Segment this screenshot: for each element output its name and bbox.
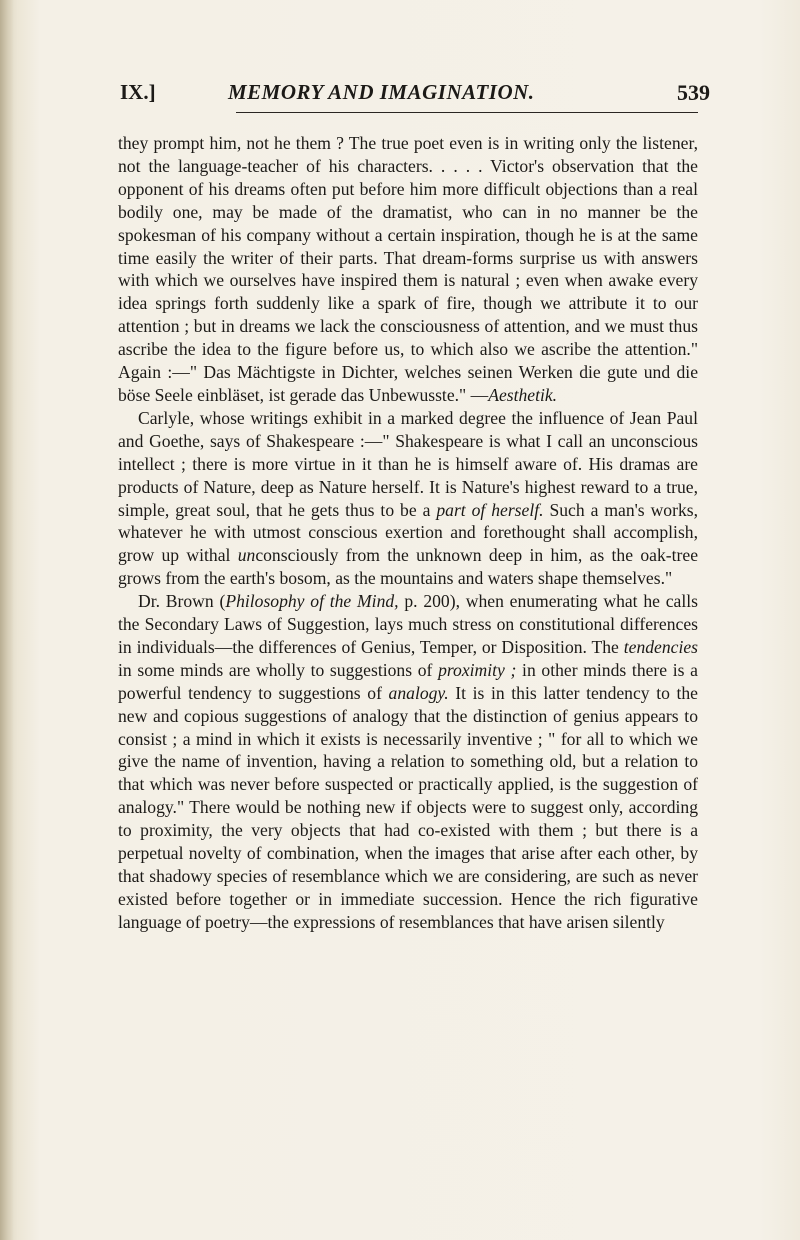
text-segment-italic: analogy.: [388, 682, 449, 703]
paragraph-2: [118, 407, 698, 590]
running-head: [120, 76, 710, 108]
text-segment-italic: part of herself.: [436, 499, 544, 520]
text-segment: they prompt him, not he them ? The true poet even is in writing only the listener, not the language-teacher of his characters. . . . . Victor's observation that the opponent of his dreams often put before him more difficult objections than a real bodily one, may be made of the dramatist, who can in no manner be the spokesman of his company without a certain inspiration, though he is at the same time easily the writer of their parts. That dream-forms surprise us with answers with which we ourselves have inspired them is natural ; even when awake every idea springs forth suddenly like a spark of fire, though we attribute it to our attention ; but in dreams we lack the consciousness of attention, and we must thus ascribe the idea to the figure before us, to which also we ascribe the attention." Again :—" Das Mächtigste in Dichter, welches seinen Werken die gute und die böse Seele einbläset, ist gerade das Unbewusste." —: [118, 133, 698, 405]
page-gutter-shadow: [0, 0, 14, 1240]
body-text: [118, 132, 698, 934]
text-segment: in some minds are wholly to suggestions of: [118, 659, 439, 680]
text-segment: Such a man's works, whatever he with utmost conscious exertion and forethought shall accomplish, grow up withal: [118, 499, 698, 566]
paragraph-3: [118, 590, 698, 934]
text-segment: consciously from the unknown deep in him, as the oak-tree grows from the earth's bosom, as the mountains and waters shape themselves.": [118, 545, 698, 589]
text-segment-italic: un: [237, 545, 256, 566]
text-segment: Carlyle, whose writings exhibit in a marked degree the influence of Jean Paul and Goethe, says of Shakespeare :—" Shakespeare is what I call an unconscious intellect ; there is more virtue in it than he is himself aware of. His dramas are products of Nature, deep as Nature herself. It is Nature's highest reward to a true, simple, great soul, that he gets thus to be a: [118, 407, 698, 520]
page-number: 539: [677, 80, 710, 105]
paragraph-1: [118, 132, 698, 407]
text-segment: Dr. Brown (: [138, 591, 226, 612]
text-segment-italic: tendencies: [623, 636, 698, 657]
text-segment: It is in this latter tendency to the new and copious suggestions of analogy that the distinction of genius appears to consist ; a mind in which it exists is necessarily inventive ; " for all to which we give the name of invention, having a relation to something old, but a relation to that which was never before suspected or practically applied, is the suggestion of analogy." There would be nothing new if objects were to suggest only, according to proximity, the very objects that had co-existed with them ; but there is a perpetual novelty of combination, when the images that arise after each other, by that shadowy species of resemblance which we are considering, are such as never existed before together or in immediate succession. Hence the rich figurative language of poetry—the expressions of resemblances that have arisen silently: [118, 682, 698, 932]
text-segment-italic: Philosophy of the Mind,: [225, 591, 399, 612]
text-segment-italic: Aesthetik.: [488, 384, 558, 405]
header-rule: [236, 112, 698, 113]
running-title: MEMORY AND IMAGINATION.: [228, 80, 535, 104]
text-segment: p. 200), when enumerating what he calls the Secondary Laws of Suggestion, lays much stress on constitutional differences in individuals—the differences of Genius, Temper, or Disposition. The: [118, 591, 698, 657]
text-segment-italic: proximity ;: [438, 659, 517, 680]
text-segment: in other minds there is a powerful tendency to suggestions of: [118, 659, 698, 703]
chapter-number: IX.]: [120, 80, 156, 104]
